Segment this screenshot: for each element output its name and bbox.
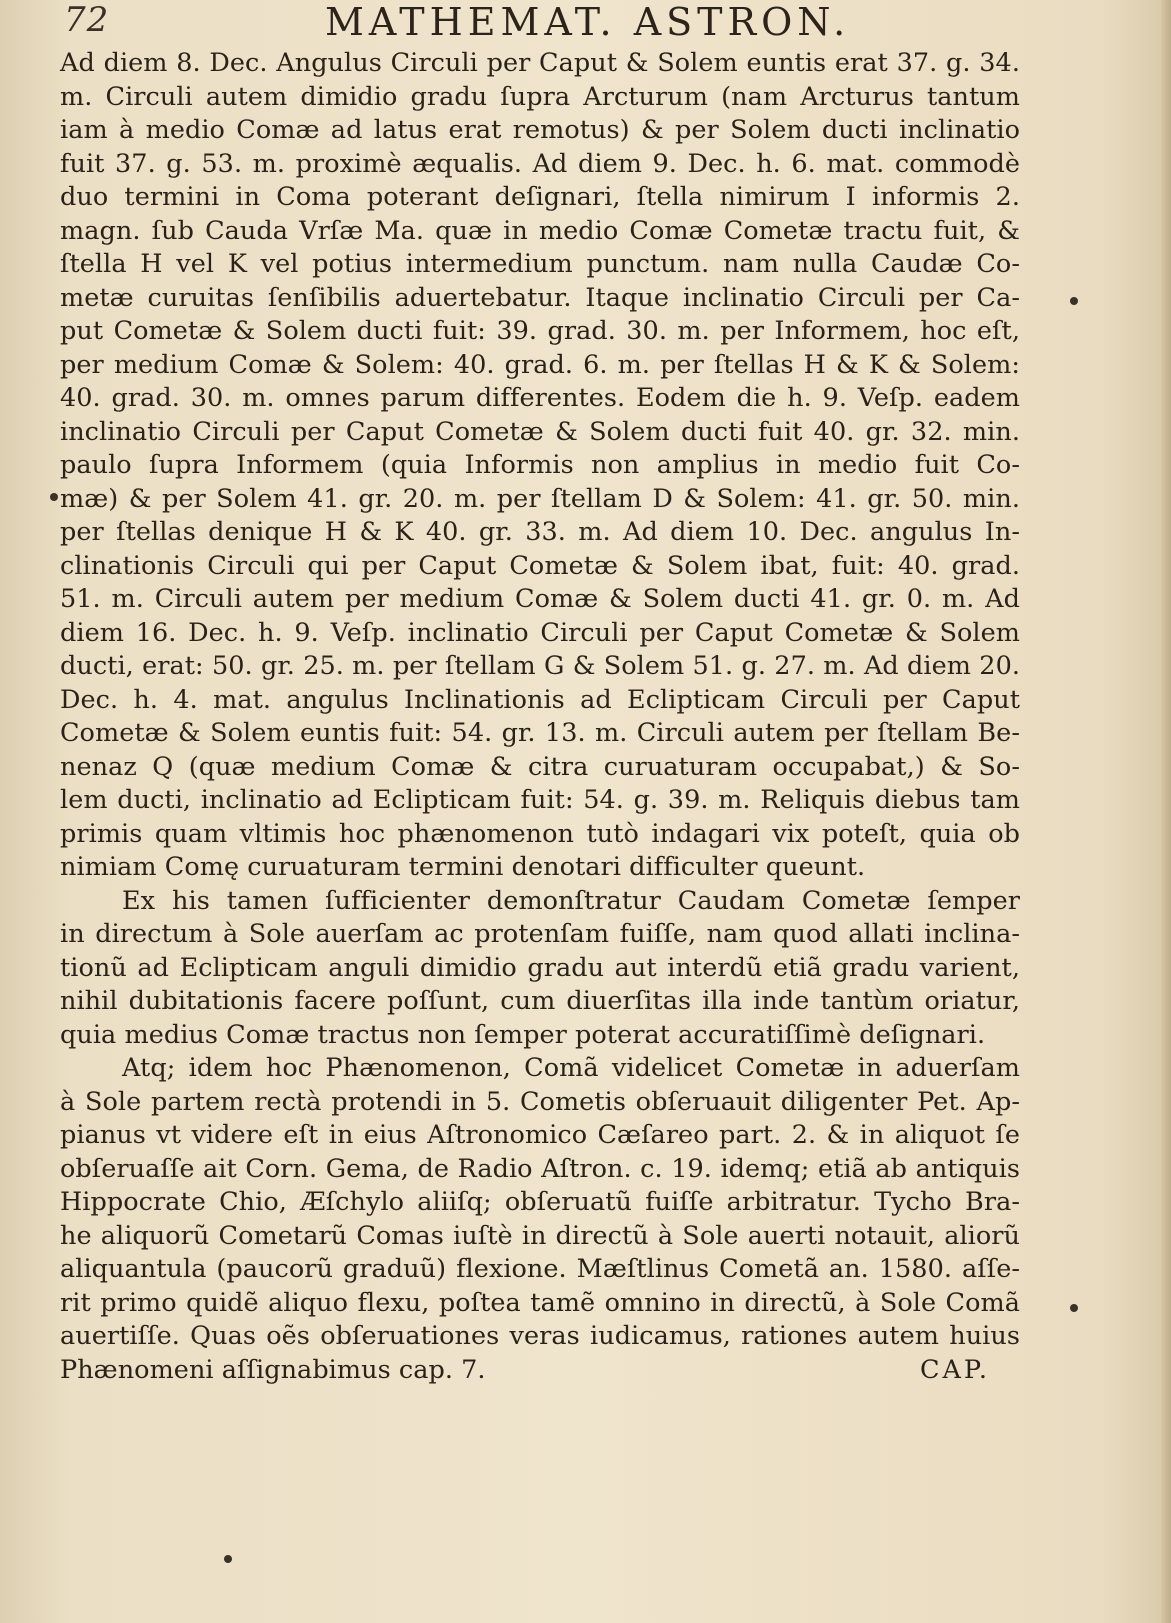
text-line: iam à medio Comæ ad latus erat remotus) & per Solem ducti inclinatio: [60, 115, 1020, 145]
text-line: Hippocrate Chio, Æſchylo aliiſq; obſeruatũ fuiſſe arbitratur. Tycho Bra-: [60, 1187, 1020, 1217]
text-line: primis quam vltimis hoc phænomenon tutò indagari vix poteſt, quia ob: [60, 818, 1020, 849]
text-line: Phænomeni aſſignabimus cap. 7.: [60, 1354, 486, 1385]
text-line: ducti, erat: 50. gr. 25. m. per ſtellam G & Solem 51. g. 27. m. Ad diem 20.: [60, 651, 1020, 681]
text-line: Ad diem 8. Dec. Angulus Circuli per Caput & Solem euntis erat 37. g. 34.: [60, 48, 1020, 78]
paragraph-start-line: Ex his tamen ſufficienter demonſtratur Caudam Cometæ ſemper: [122, 885, 1020, 916]
text-line: lem ducti, inclinatio ad Eclipticam fuit: 54. g. 39. m. Reliquis diebus tam: [60, 785, 1020, 815]
text-line: ſtella H vel K vel potius intermedium punctum. nam nulla Caudæ Co-: [60, 249, 1020, 279]
text-line: magn. ſub Cauda Vrſæ Ma. quæ in medio Comæ Cometæ tractu fuit, &: [60, 215, 1020, 246]
final-line: [60, 1354, 1020, 1388]
text-line: m. Circuli autem dimidio gradu ſupra Arcturum (nam Arcturus tantum: [60, 81, 1020, 112]
text-line: 51. m. Circuli autem per medium Comæ & Solem ducti 41. gr. 0. m. Ad: [60, 584, 1020, 614]
text-line: rit primo quidẽ aliquo flexu, poſtea tamẽ omnino in directũ, à Sole Comã: [60, 1287, 1020, 1318]
text-line: metæ curuitas ſenſibilis aduertebatur. Itaque inclinatio Circuli per Ca-: [60, 282, 1020, 313]
text-line: tionũ ad Eclipticam anguli dimidio gradu aut interdũ etiã gradu varient,: [60, 952, 1020, 983]
text-line: mæ) & per Solem 41. gr. 20. m. per ſtellam D & Solem: 41. gr. 50. min.: [60, 483, 1020, 514]
margin-dot: [224, 1555, 232, 1563]
body-text: [60, 47, 1020, 1387]
text-line: Cometæ & Solem euntis fuit: 54. gr. 13. m. Circuli autem per ſtellam Be-: [60, 718, 1020, 748]
text-line: paulo ſupra Informem (quia Informis non amplius in medio fuit Co-: [60, 450, 1020, 480]
page-edge: [1161, 0, 1171, 1623]
text-line: per medium Comæ & Solem: 40. grad. 6. m. per ſtellas H & K & Solem:: [60, 349, 1020, 380]
text-line: fuit 37. g. 53. m. proximè æqualis. Ad diem 9. Dec. h. 6. mat. commodè: [60, 148, 1020, 179]
catchword: CAP.: [919, 1354, 990, 1385]
text-line: inclinatio Circuli per Caput Cometæ & Solem ducti fuit 40. gr. 32. min.: [60, 416, 1020, 447]
text-line: auertiſſe. Quas oẽs obſeruationes veras iudicamus, rationes autem huius: [60, 1321, 1020, 1351]
text-line: duo termini in Coma poterant deſignari, ſtella nimirum I informis 2.: [60, 182, 1020, 212]
text-line: pianus vt videre eſt in eius Aſtronomico Cæſareo part. 2. & in aliquot ſe: [60, 1120, 1020, 1150]
text-line: aliquantula (paucorũ graduũ) flexione. Mæſtlinus Cometã an. 1580. aſſe-: [60, 1254, 1020, 1284]
text-line: he aliquorũ Cometarũ Comas iuſtè in directũ à Sole auerti notauit, aliorũ: [60, 1220, 1020, 1251]
page-header: [60, 0, 1060, 48]
text-line: nimiam Comę curuaturam termini denotari difficulter queunt.: [60, 852, 866, 882]
text-line: clinationis Circuli qui per Caput Cometæ & Solem ibat, fuit: 40. grad.: [60, 550, 1020, 581]
margin-dot: [1070, 297, 1078, 305]
text-line: nenaz Q (quæ medium Comæ & citra curuaturam occupabat,) & So-: [60, 751, 1020, 782]
margin-dot: [50, 493, 58, 501]
text-line: à Sole partem rectà protendi in 5. Cometis obſeruauit diligenter Pet. Ap-: [60, 1086, 1020, 1117]
text-line: in directum à Sole auerſam ac protenſam fuiſſe, nam quod allati inclina-: [60, 919, 1020, 949]
text-line: put Cometæ & Solem ducti fuit: 39. grad. 30. m. per Informem, hoc eſt,: [60, 316, 1020, 346]
running-title: MATHEMAT. ASTRON.: [325, 0, 851, 44]
text-line: nihil dubitationis facere poſſunt, cum diuerſitas illa inde tantùm oriatur,: [60, 986, 1020, 1016]
text-line: obſeruaſſe ait Corn. Gema, de Radio Aſtron. c. 19. idemq; etiã ab antiquis: [60, 1153, 1020, 1184]
text-line: quia medius Comæ tractus non ſemper poterat accuratiſſimè deſignari.: [60, 1019, 986, 1050]
text-line: 40. grad. 30. m. omnes parum differentes. Eodem die h. 9. Veſp. eadem: [60, 383, 1020, 413]
text-line: per ſtellas denique H & K 40. gr. 33. m. Ad diem 10. Dec. angulus In-: [60, 517, 1020, 547]
text-line: diem 16. Dec. h. 9. Veſp. inclinatio Circuli per Caput Cometæ & Solem: [60, 617, 1020, 648]
paragraph-start-line: Atq; idem hoc Phænomenon, Comã videlicet Cometæ in aduerſam: [122, 1053, 1020, 1083]
page-number: 72: [64, 0, 110, 40]
text-line: Dec. h. 4. mat. angulus Inclinationis ad Eclipticam Circuli per Caput: [60, 684, 1020, 715]
margin-dot: [1070, 1304, 1078, 1312]
